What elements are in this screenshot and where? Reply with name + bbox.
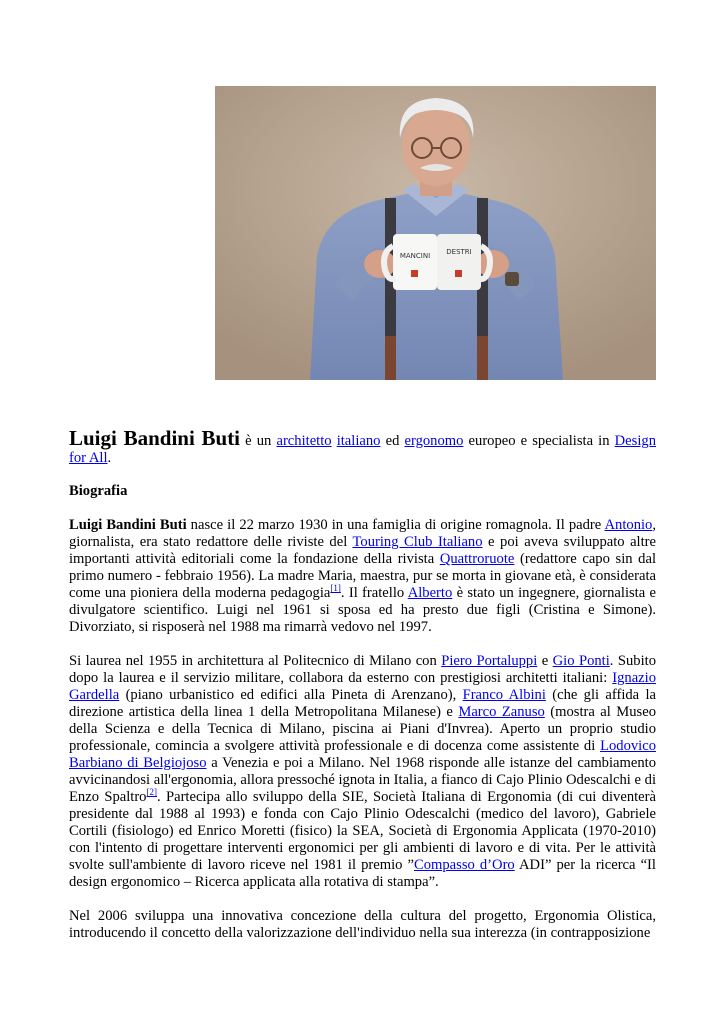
- link-architetto[interactable]: architetto: [276, 433, 332, 449]
- portrait-photo: [215, 86, 656, 380]
- link-marco-zanuso[interactable]: Marco Zanuso: [458, 704, 545, 720]
- link-franco-albini[interactable]: Franco Albini: [462, 687, 546, 703]
- paragraph-biografia-1: Luigi Bandini Buti nasce il 22 marzo 1930 in una famiglia di origine romagnola. Il padre Antonio, giornalista, era stato redattore delle riviste del Touring Club Italiano e poi aveva sviluppato altre importanti attività editoriali come la fondazione della rivista Quattroruote (redattore capo sin dal primo numero - febbraio 1956). La madre Maria, maestra, pur se morta in giovane età, è considerata come una pioniera della moderna pedagogia[1]. Il fratello Alberto è stato un ingegnere, giornalista e divulgatore scientifico. Luigi nel 1961 si sposa ed ha presto due figli (Cristina e Simone). Divorziato, si risposerà nel 1988 ma rimarrà vedovo nel 1997.: [69, 517, 657, 635]
- footnote-ref-1[interactable]: [1]: [330, 583, 341, 593]
- person-name: Luigi Bandini Buti: [69, 517, 187, 533]
- article-title: Luigi Bandini Buti: [69, 426, 241, 450]
- link-alberto[interactable]: Alberto: [407, 585, 453, 601]
- mug-left-text: MANCINI: [399, 252, 431, 260]
- link-lodovico-barbiano-di-belgiojoso[interactable]: Lodovico Barbiano di Belgiojoso: [69, 738, 656, 771]
- article-body: [69, 426, 657, 942]
- mug-right-text: DESTRI: [446, 248, 472, 256]
- link-touring-club-italiano[interactable]: Touring Club Italiano: [352, 534, 483, 550]
- link-ergonomo[interactable]: ergonomo: [404, 433, 464, 449]
- link-quattroruote[interactable]: Quattroruote: [439, 551, 515, 567]
- link-piero-portaluppi[interactable]: Piero Portaluppi: [441, 653, 538, 669]
- paragraph-biografia-2: Si laurea nel 1955 in architettura al Politecnico di Milano con Piero Portaluppi e Gio Ponti. Subito dopo la laurea e il servizio militare, collabora da esterno con prestigiosi architetti italiani: Ignazio Gardella (piano urbanistico ed edifici alla Pineta di Arenzano), Franco Albini (che gli affida la direzione artistica della linea 1 della Metropolitana Milanese) e Marco Zanuso (mostra al Museo della Scienza e della Tecnica di Milano, piscina ai Piani d'Invrea). Aperto un proprio studio professionale, comincia a svolgere attività professionale e di docenza come assistente di Lodovico Barbiano di Belgiojoso a Venezia e poi a Milano. Nel 1968 risponde alle istanze del cambiamento avvicinandosi all'ergonomia, allora pressoché ignota in Italia, a fianco di Cajo Plinio Odescalchi e di Enzo Spaltro[2]. Partecipa allo sviluppo della SIE, Società Italiana di Ergonomia (di cui diventerà presidente dal 1988 al 1993) e fonda con Cajo Plinio Odescalchi (medico del lavoro), Gabriele Cortili (fisiologo) ed Enrico Moretti (fisico) la SEA, Società di Ergonomia Applicata (1970-2010) con l'intento di progettare interventi ergonomici per gli ambienti di lavoro e di vita. Per le attività svolte sull'ambiente di lavoro riceve nel 1981 il premio ”Compasso d’Oro ADI” per la ricerca “Il design ergonomico – Ricerca applicata alla rotativa di stampa”.: [69, 653, 657, 890]
- link-antonio[interactable]: Antonio: [604, 517, 653, 533]
- link-italiano[interactable]: italiano: [336, 433, 381, 449]
- link-design-for-all[interactable]: Design for All: [69, 433, 656, 466]
- intro-paragraph: Luigi Bandini Buti è un architetto italiano ed ergonomo europeo e specialista in Design for All.: [69, 426, 656, 466]
- footnote-ref-2[interactable]: [2]: [146, 787, 157, 797]
- section-heading-biografia: Biografia: [69, 483, 128, 499]
- link-ignazio-gardella[interactable]: Ignazio Gardella: [69, 670, 656, 703]
- link-gio-ponti[interactable]: Gio Ponti: [552, 653, 610, 669]
- link-compasso-doro[interactable]: Compasso d’Oro: [413, 857, 515, 873]
- paragraph-biografia-3: Nel 2006 sviluppa una innovativa concezione della cultura del progetto, Ergonomia Olistica, introducendo il concetto della valorizzazione dell'individuo nella sua interezza (in contrapposizione: [69, 908, 656, 941]
